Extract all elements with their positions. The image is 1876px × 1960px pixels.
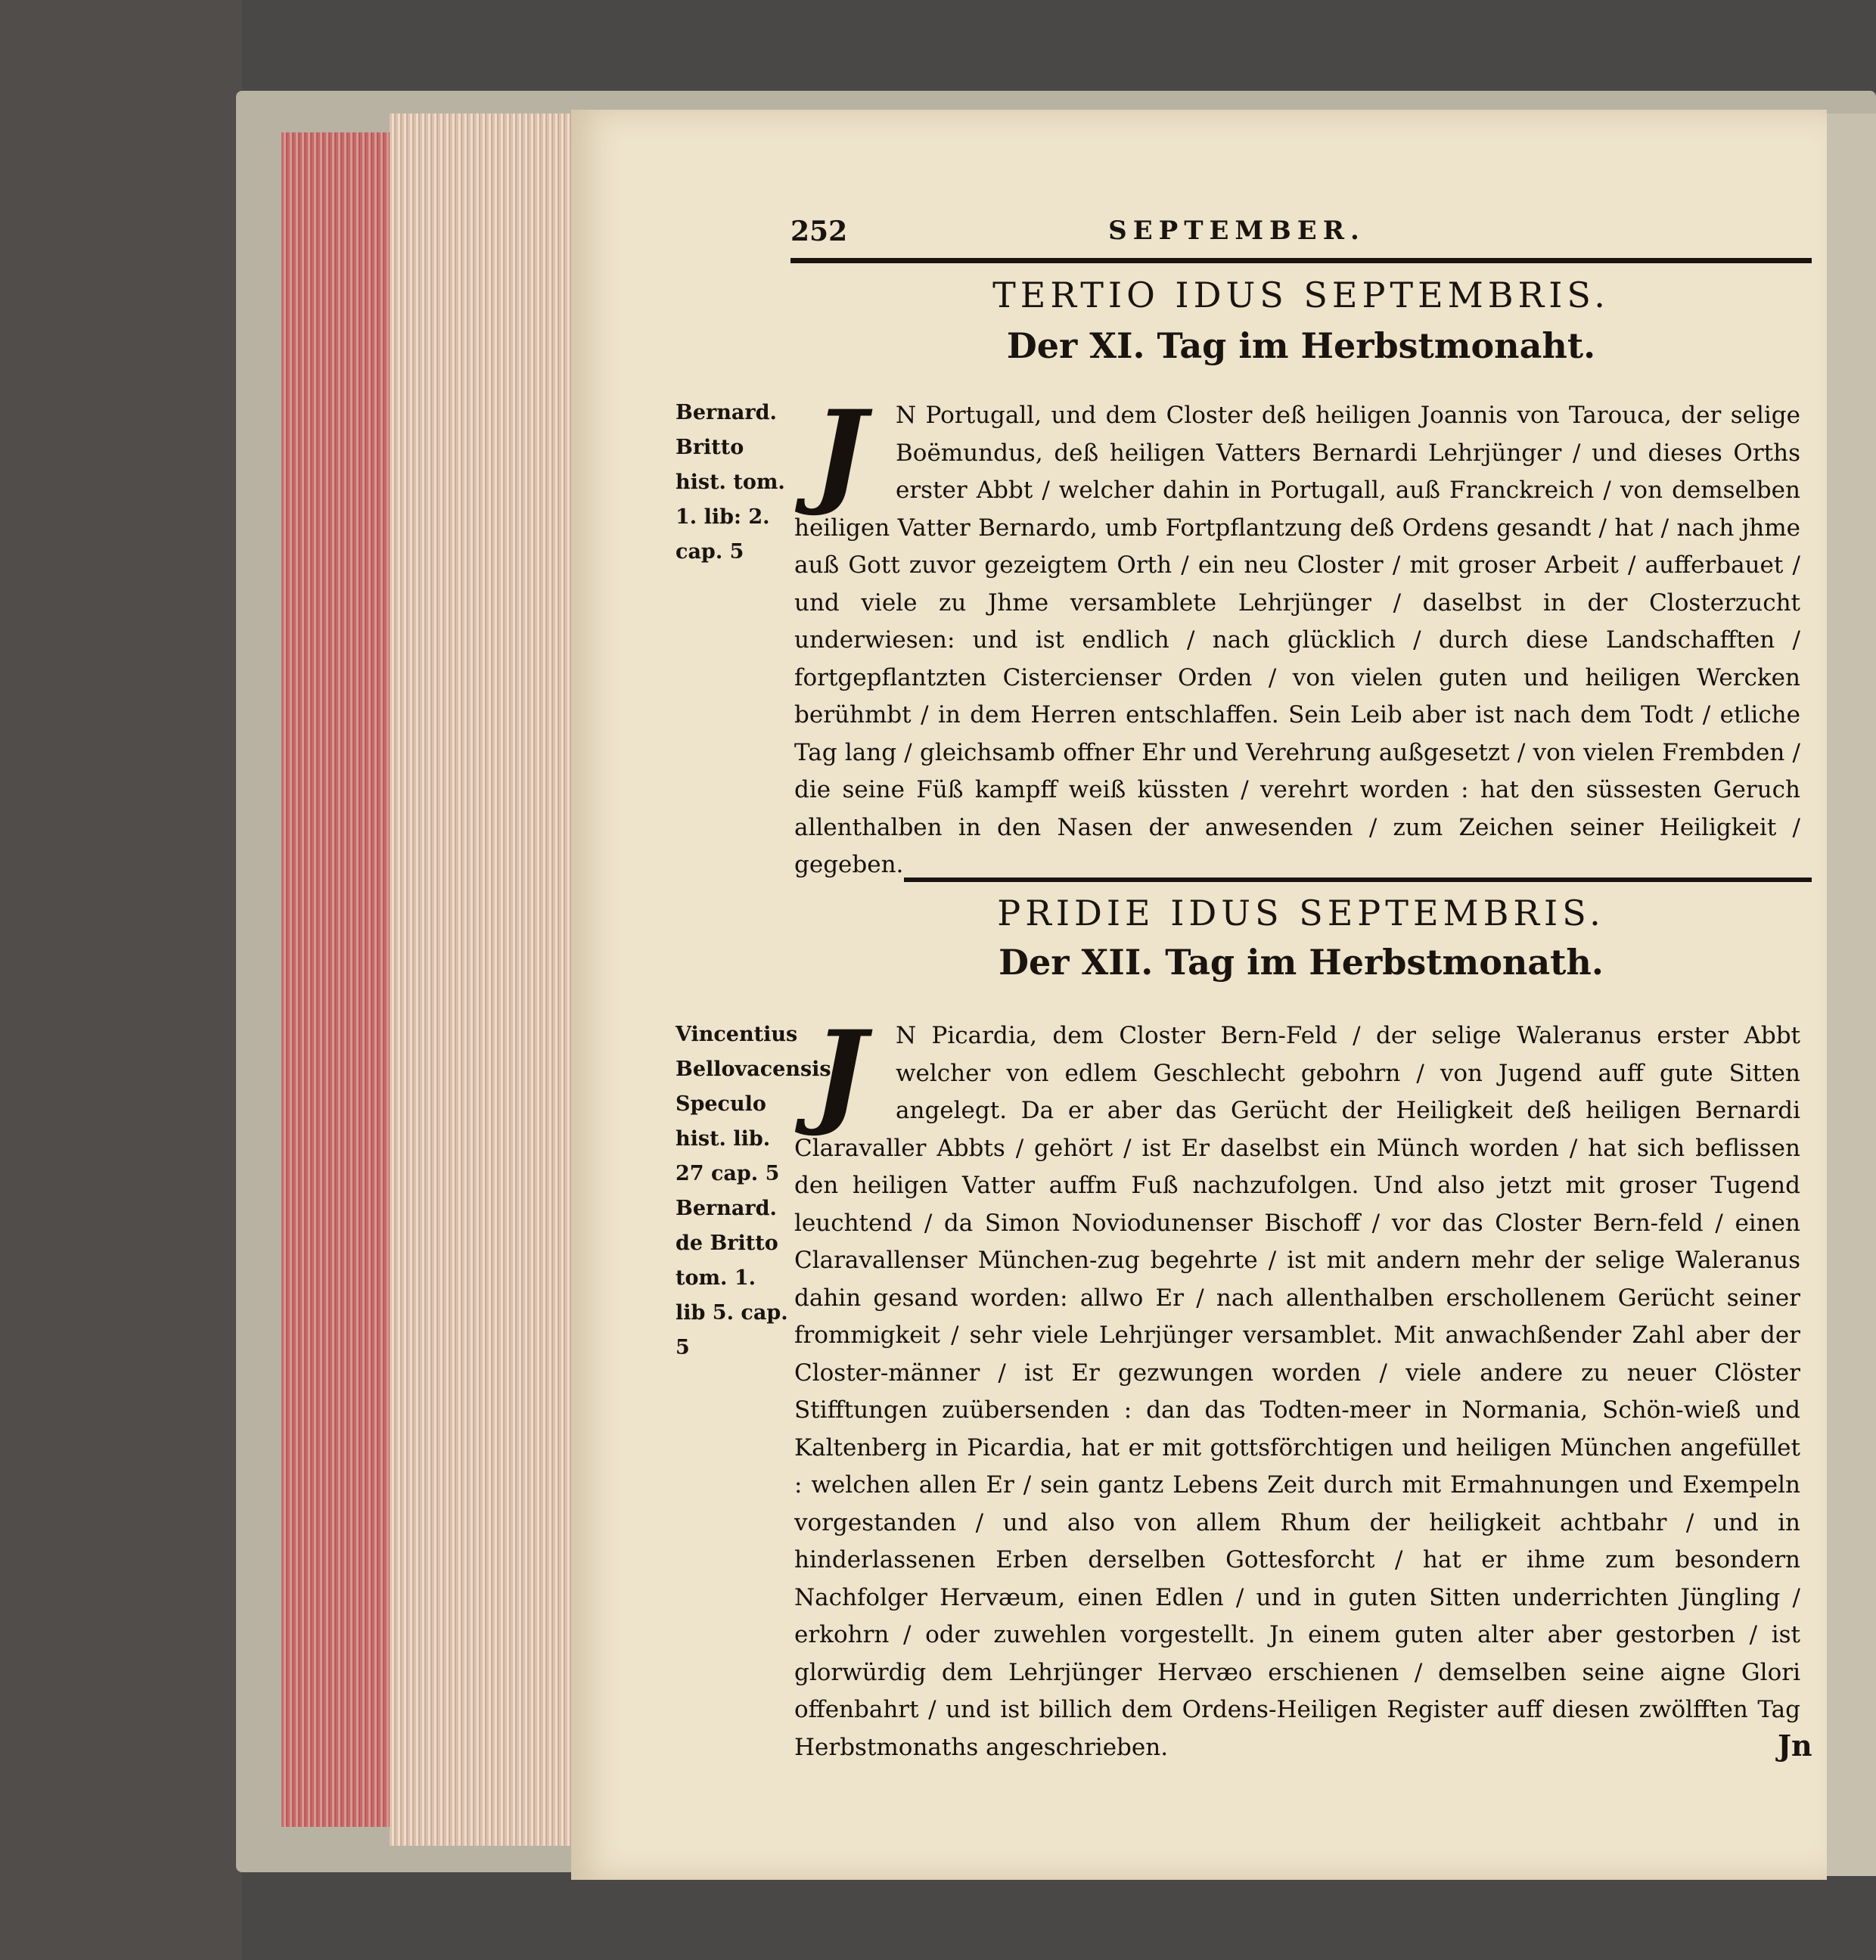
section-text-1: N Portugall, und dem Closter deß heiligen Joannis von Tarouca, der selige Boëmundus, deß heiligen Vatters Bernardi Lehrjünger / und dieses Orths erster Abbt / welcher dahin in Portugall, auß Franckreich / von demselben heiligen Vatter Bernardo, umb Fortpflantzung deß Ordens gesandt / hat / nach jhme auß Gott zuvor gezeigtem Orth / ein neu Closter / mit groser Arbeit / aufferbauet / und viele zu Jhme versamblete Lehrjünger / daselbst in der Closterzucht underwiesen: und ist endlich / nach glücklich / durch diese Landschafften / fortgepflantzten Cistercienser Orden / von vielen guten und heiligen Wercken berühmbt / in dem Herren entschlaffen. Sein Leib aber ist nach dem Todt / etliche Tag lang / gleichsamb offner Ehr und Verehrung außgesetzt / von vielen Frembden / die seine Füß kampff weiß küssten / verehrt worden : hat den süssesten Geruch allenthalben in den Nasen der anwesenden / zum Zeichen seiner Heiligkeit / gegeben. — [794, 402, 1800, 878]
page-block-edge — [390, 113, 571, 1846]
section-title-1: TERTIO IDUS SEPTEMBRIS. — [992, 275, 1610, 315]
section-title-2: PRIDIE IDUS SEPTEMBRIS. — [997, 893, 1605, 933]
page-number: 252 — [790, 216, 848, 247]
dropcap-1: J — [812, 386, 867, 519]
running-head: SEPTEMBER. — [1108, 216, 1365, 246]
dropcap-2: J — [812, 1006, 867, 1139]
margin-note-2: Vincentius Bellovacensis Speculo hist. lib. 27 cap. 5 Bernard. de Britto tom. 1. lib 5. cap. 5 — [676, 1023, 831, 1359]
section-subtitle-1: Der XI. Tag im Herbstmonaht. — [1006, 325, 1596, 366]
section-divider — [904, 877, 1812, 882]
facing-page-edge — [1823, 113, 1876, 1876]
section-text-2: N Picardia, dem Closter Bern-Feld / der selige Waleranus erster Abbt welcher von edlem Geschlecht gebohrn / von Jugend auff gute Sitten angelegt. Da er aber das Gerücht der Heiligkeit deß heiligen Bernardi Claravaller Abbts / gehört / ist Er daselbst ein Münch worden / hat sich beflissen den heiligen Vatter auffm Fuß nachzufolgen. Und also jetzt mit groser Tugend leuchtend / da Simon Noviodunenser Bischoff / vor das Closter Bern-feld / einen Claravallenser München-zug begehrte / ist mit andern mehr der selige Waleranus dahin gesand worden: allwo Er / nach allenthalben erschollenem Gerücht seiner frommigkeit / sehr viele Lehrjünger versamblet. Mit anwachßender Zahl aber der Closter-männer / ist Er gezwungen worden / viele andere zu neuer Clöster Stifftungen zuübersenden : dan das Todten-meer in Normania, Schön-wieß und Kaltenberg in Picardia, hat er mit gottsförchtigen und heiligen München angefüllet : welchen allen Er / sein gantz Lebens Zeit durch mit Ermahnungen und Exempeln vorgestanden / und also von allem Rhum der heiligkeit achtbahr / und in hinderlassenen Erben derselben Gottesforcht / hat er ihme zum besondern Nachfolger Hervæum, einen Edlen / und in guten Sitten underrichten Jüngling / erkohrn / oder zuwehlen vorgestellt. Jn einem guten alter aber gestorben / ist glorwürdig dem Lehrjünger Hervæo erschienen / demselben seine aigne Glori offenbahrt / und ist billich dem Ordens-Heiligen Register auff diesen zwölfften Tag Herbstmonaths angeschrieben. — [794, 1022, 1800, 1761]
header-rule — [790, 258, 1812, 263]
section-body-1 — [794, 386, 1800, 884]
margin-note-1: Bernard. Britto hist. tom. 1. lib: 2. cap. 5 — [676, 401, 785, 564]
section-body-2 — [794, 1006, 1800, 1766]
catchword: Jn — [1778, 1729, 1812, 1763]
background — [0, 0, 242, 1960]
page-header — [571, 216, 1827, 261]
section-subtitle-2: Der XII. Tag im Herbstmonath. — [999, 942, 1604, 983]
book-page — [571, 110, 1827, 1880]
